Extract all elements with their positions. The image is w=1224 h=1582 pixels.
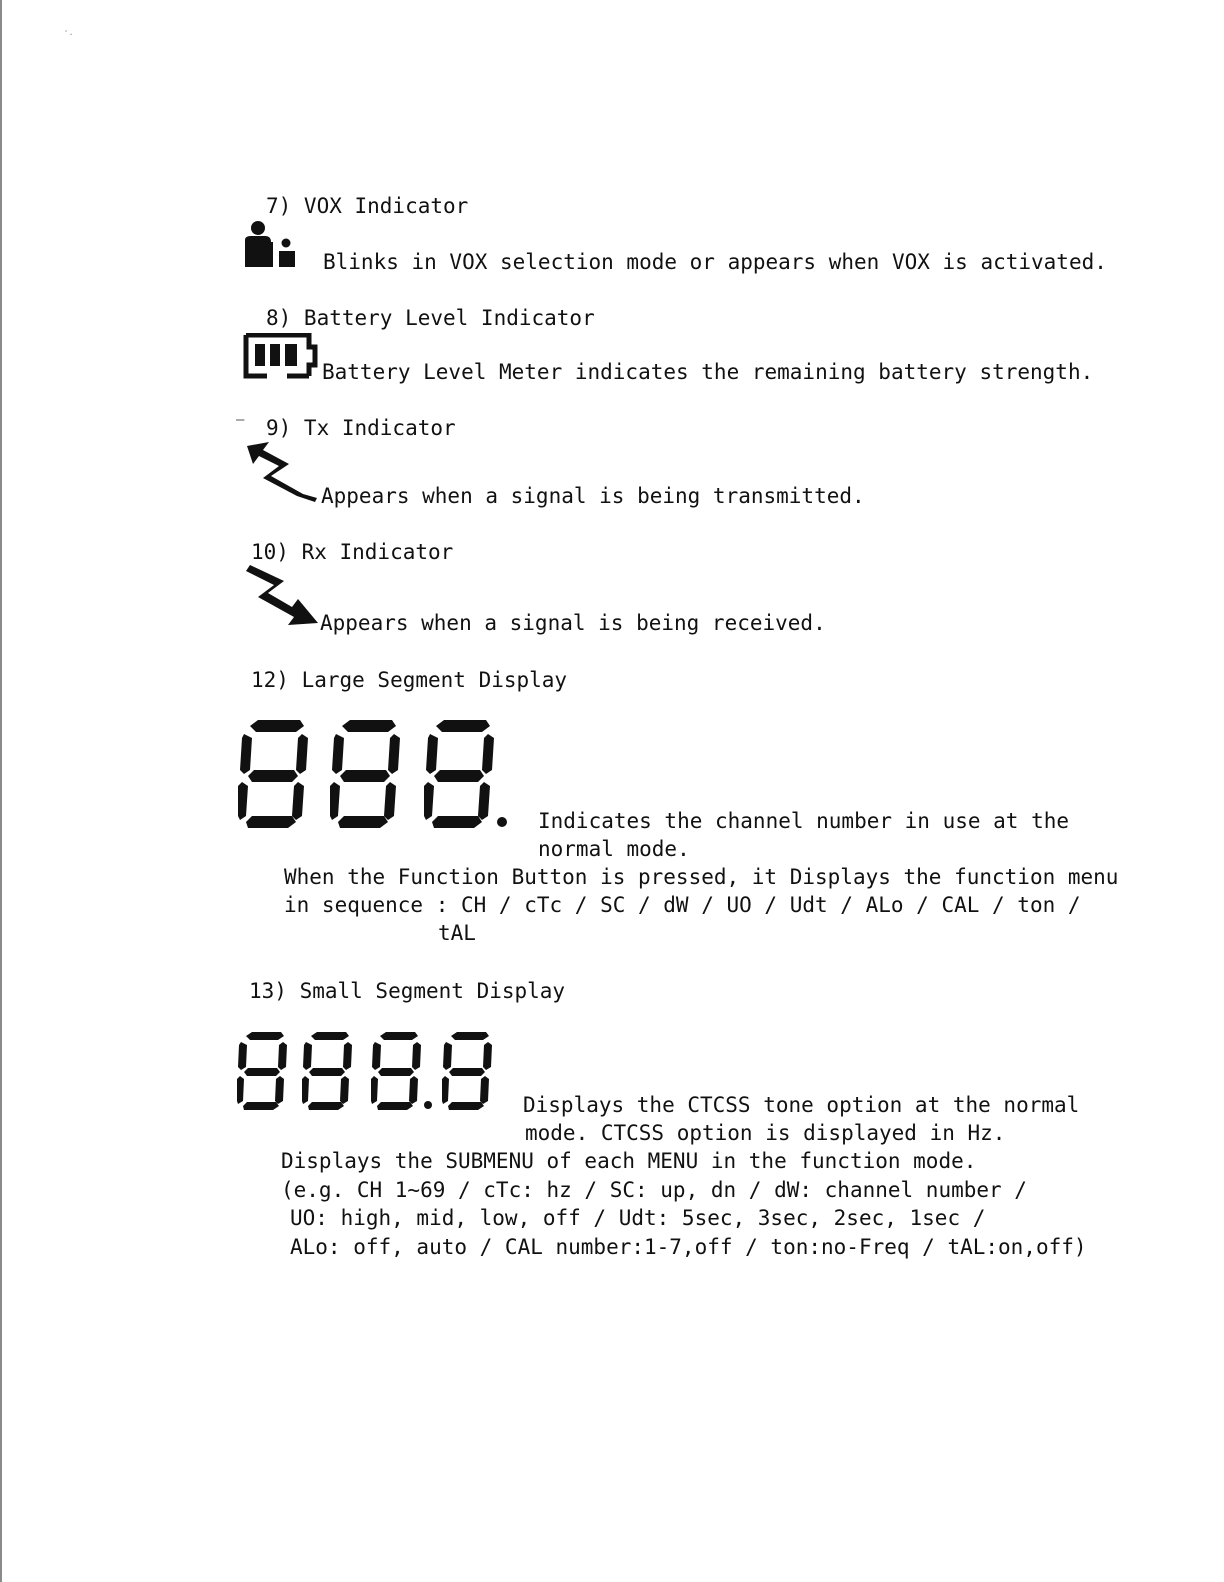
small-segment-display-icon	[237, 1032, 497, 1112]
large-segment-display-icon	[238, 720, 512, 830]
small-display-description-2: mode. CTCSS option is displayed in Hz.	[525, 1121, 1006, 1145]
small-display-body-1: Displays the SUBMENU of each MENU in the function mode.	[281, 1149, 977, 1173]
small-display-heading: 13) Small Segment Display	[249, 979, 566, 1003]
large-display-heading: 12) Large Segment Display	[251, 668, 568, 692]
large-display-body-1: When the Function Button is pressed, it Displays the function menu	[284, 865, 1119, 889]
small-display-body-3: UO: high, mid, low, off / Udt: 5sec, 3sec, 2sec, 1sec /	[290, 1206, 986, 1230]
large-display-body-2: in sequence : CH / cTc / SC / dW / UO / Udt / ALo / CAL / ton /	[284, 893, 1081, 917]
page-edge	[0, 0, 2, 1582]
scan-speck: ⋅⋅	[59, 25, 77, 42]
small-display-body-2: (e.g. CH 1~69 / cTc: hz / SC: up, dn / dW: channel number /	[281, 1178, 1027, 1202]
rx-description: Appears when a signal is being received.	[320, 611, 826, 635]
rx-arrow-icon	[244, 565, 322, 629]
rx-heading: 10) Rx Indicator	[251, 540, 454, 564]
small-display-description-1: Displays the CTCSS tone option at the normal	[523, 1093, 1080, 1117]
battery-description: Battery Level Meter indicates the remaining battery strength.	[322, 360, 1094, 384]
battery-heading: 8) Battery Level Indicator	[266, 306, 595, 330]
tx-arrow-icon	[245, 442, 321, 504]
large-display-description-2: normal mode.	[538, 837, 690, 861]
small-display-body-4: ALo: off, auto / CAL number:1-7,off / ton:no-Freq / tAL:on,off)	[290, 1235, 1087, 1259]
tx-heading: 9) Tx Indicator	[266, 416, 456, 440]
large-display-description-1: Indicates the channel number in use at the	[538, 809, 1070, 833]
tx-description: Appears when a signal is being transmitted.	[321, 484, 865, 508]
vox-heading: 7) VOX Indicator	[266, 194, 469, 218]
scan-mark: –	[236, 412, 245, 428]
large-display-body-3: tAL	[438, 921, 476, 945]
vox-description: Blinks in VOX selection mode or appears when VOX is activated.	[323, 250, 1107, 274]
vox-person-icon	[243, 220, 299, 268]
battery-icon	[243, 333, 319, 379]
